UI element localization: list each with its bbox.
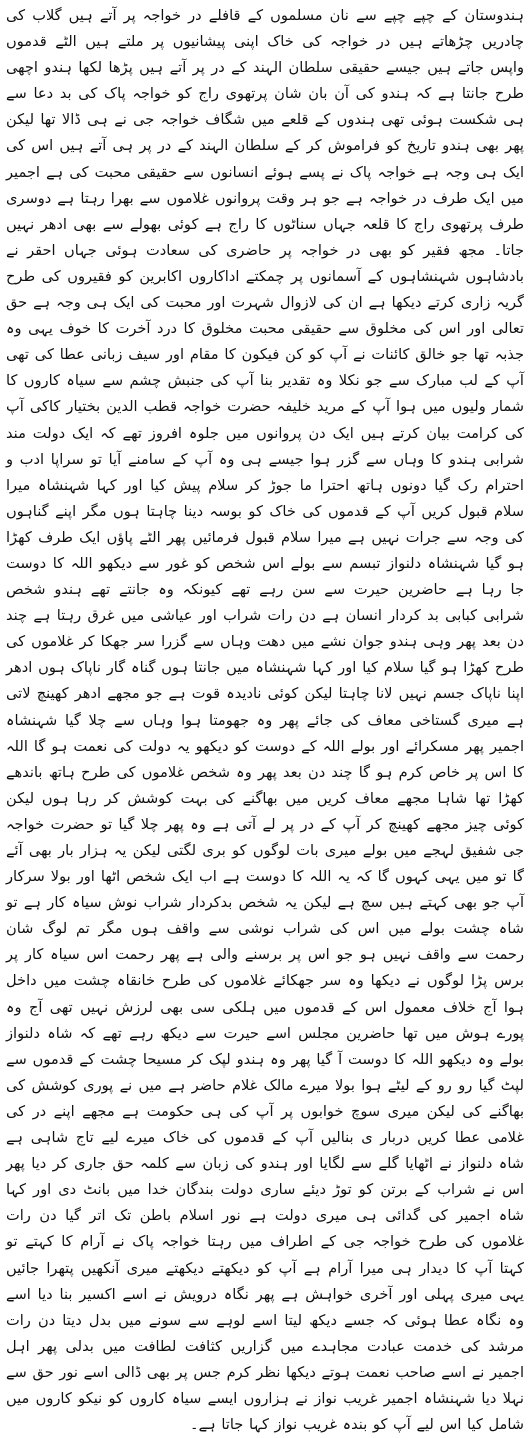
article-body-text: ہندوستان کے چپے چپے سے نان مسلموں کے قافلے در خواجہ پر آتے ہیں گلاب کی چادریں چڑھاتے ہیں در خواجہ کی خاک اپنی پیشانیوں پر ملتے ہیں الٹے قدموں واپس جاتے ہیں جیسے حقیقی سلطان الہند کے در پر آتے ہیں پڑھا لکھا ہندو اچھی طرح جانتا ہے کہ ہندو کی آن بان شان پرتھوی راج کو خواجہ پاک کی بد دعا سے ہی شکست ہوئی تھی ہندوں کے قلعے میں شگاف خواجہ جی نے ہی ڈالا تھا لیکن پھر بھی ہندو تاریخ کو فراموش کر کے سلطان الہند کے در پر ہی آتے ہیں اس کی ایک ہی وجہ ہے خواجہ پاک نے پسے ہوئے انسانوں سے حقیقی محبت کی ہے اجمیر میں ایک طرف در خواجہ ہے جو ہر وقت پروانوں غلاموں سے بھرا رہتا ہے دوسری طرف پرتھوی راج کا قلعہ جہاں سناٹوں کا راج ہے کوئی بھولے سے بھی ادھر نہیں جاتا۔ مجھ فقیر کو بھی در خواجہ پر حاضری کی سعادت ہوئی جہاں احقر نے بادشاہوں شہنشاہوں کے آسمانوں پر چمکتے اداکاروں اکابرین کو فقیروں کی طرح گریہ زاری کرتے دیکھا ہے ان کی لازوال شہرت اور محبت کی ایک ہی وجہ ہے حق تعالی اور اس کی مخلوق سے حقیقی محبت مخلوق کا درد آخرت کا خوف یہی وہ جذبہ تھا جو خالق کائنات نے آپ کو کن فیکون کا مقام اور سیف زبانی عطا کی تھی آپ کے لب مبارک سے جو نکلا وہ تقدیر بنا آپ کی جنبش چشم سے سیاہ کاروں کا شمار ولیوں میں ہوا آپ کے مرید خلیفہ حضرت خواجہ قطب الدین بختیار کاکی آپ کی کرامت بیان کرتے ہیں ایک دن پروانوں میں جلوہ افروز تھے کہ ایک دولت مند شرابی ہندو کا وہاں سے گزر ہوا جیسے ہی وہ آپ کے سامنے آیا تو سراپا ادب و احترام رک گیا دونوں ہاتھ احترا ما جوڑ کر سلام پیش کیا اور کہا شہنشاہ میرا سلام قبول کریں آپ کے قدموں کی خاک کو بوسہ دینا چاہتا ہوں مگر اپنے گناہوں کی وجہ سے جرات نہیں ہے میرا سلام قبول فرمائیں پھر الٹے پاؤں ایک طرف کھڑا ہو گیا شہنشاہ دلنواز تبسم سے بولے اس شخص کو غور سے دیکھو اللہ کا دوست جا رہا ہے حاضرین حیرت سے سن رہے تھے کیونکہ وہ جانتے تھے ہندو شخص شرابی کبابی بد کردار انسان ہے دن رات شراب اور عیاشی میں غرق رہتا ہے چند دن بعد پھر وہی ہندو جوان نشے میں دھت وہاں سے گزرا سر جھکا کر غلاموں کی طرح کھڑا ہو گیا سلام کیا اور کہا شہنشاہ میں جانتا ہوں گناہ گار ناپاک ہوں ادھر اپنا ناپاک جسم نہیں لانا چاہتا لیکن کوئی نادیدہ قوت ہے جو مجھے ادھر کھینچ لاتی ہے میری گستاخی معاف کی جائے پھر وہ جھومتا ہوا وہاں سے چلا گیا شہنشاہ اجمیر پھر مسکرائے اور بولے اللہ کے دوست کو دیکھو یہ دولت کی نعمت ہو گا اللہ کا اس پر خاص کرم ہو گا چند دن بعد پھر وہ شخص غلاموں کی طرح ہاتھ باندھے کھڑا تھا شاہا مجھے معاف کریں میں بھاگنے کی بہت کوشش کر رہا ہوں لیکن کوئی چیز مجھے کھینچ کر آپ کے در پر لے آتی ہے وہ پھر چلا گیا تو حضرت خواجہ جی شفیق لہجے میں بولے میری بات لوگوں کو بری لگتی لیکن یہ ہزار بار بھی آئے گا تو میں یہی کہوں گا کہ یہ اللہ کا دوست ہے اب ایک شخص اٹھا اور بولا سرکار آپ جو بھی کہتے ہیں سچ ہے لیکن یہ شخص بدکردار شراب نوش سیاہ کار ہے تو شاہ چشت بولے میں اس کی شراب نوشی سے واقف ہوں مگر تم لوگ شان رحمت سے واقف نہیں ہو جو اس پر برسنے والی ہے پھر رحمت اس سیاہ کار پر برس پڑا لوگوں نے دیکھا وہ سر جھکائے غلاموں کی طرح خانقاہ چشت میں داخل ہوا آج خلاف معمول اس کے قدموں میں ہلکی سی بھی لرزش نہیں تھی آج وہ پورے ہوش میں تھا حاضرین مجلس اسے حیرت سے دیکھ رہے تھے کہ شاہ دلنواز بولے وہ دیکھو اللہ کا دوست آ گیا پھر وہ ہندو لپک کر مسیحا چشت کے قدموں سے لپٹ گیا رو رو کے لیٹے ہوا بولا میرے مالک غلام حاضر ہے میں نے پوری کوشش کی بھاگنے کی لیکن میری سوچ خوابوں پر آپ کی ہی حکومت ہے مجھے اپنے در کی غلامی عطا کریں دربار ی بنالیں آپ کے قدموں کی خاک میرے لیے تاج شاہی ہے شاہ دلنواز نے اٹھایا گلے سے لگایا اور ہندو کی زبان سے کلمہ حق جاری کر دیا پھر اس نے شراب کے برتن کو توڑ دیئے ساری دولت بندگان خدا میں بانٹ دی اور کہا شاہ اجمیر کی گدائی ہی میری دولت ہے نور اسلام باطن تک اتر گیا دن رات غلاموں کی طرح خواجہ جی کے اطراف میں رہتا خواجہ پاک نے آرام کا کہتے تو کہتا آپ کا دیدار ہی میرا آرام ہے آپ کو دیکھتے دیکھتے میری آنکھیں پتھرا جائیں یہی میری پہلی اور آخری خواہش ہے پھر نگاہ درویش نے اسے اکسیر بنا دیا اسے وہ نگاہ عطا ہوئی کہ جسے دیکھ لیتا اسے لوہے سے سونے میں بدل دیتا دن رات مرشد کی خدمت عبادت مجاہدے میں گزاریں کثافت لطافت میں بدلی پھر اہل اجمیر نے اسے صاحب نعمت ہوتے دیکھا نظر کرم جس پر بھی ڈالی اسے نور حق سے نہلا دیا شہنشاہ اجمیر غریب نواز نے ہزاروں ایسے سیاہ کاروں کو نیکو کاروں میں شامل کیا اس لیے آپ کو بندہ غریب نواز کہا جاتا ہے۔: [6, 7, 524, 1434]
